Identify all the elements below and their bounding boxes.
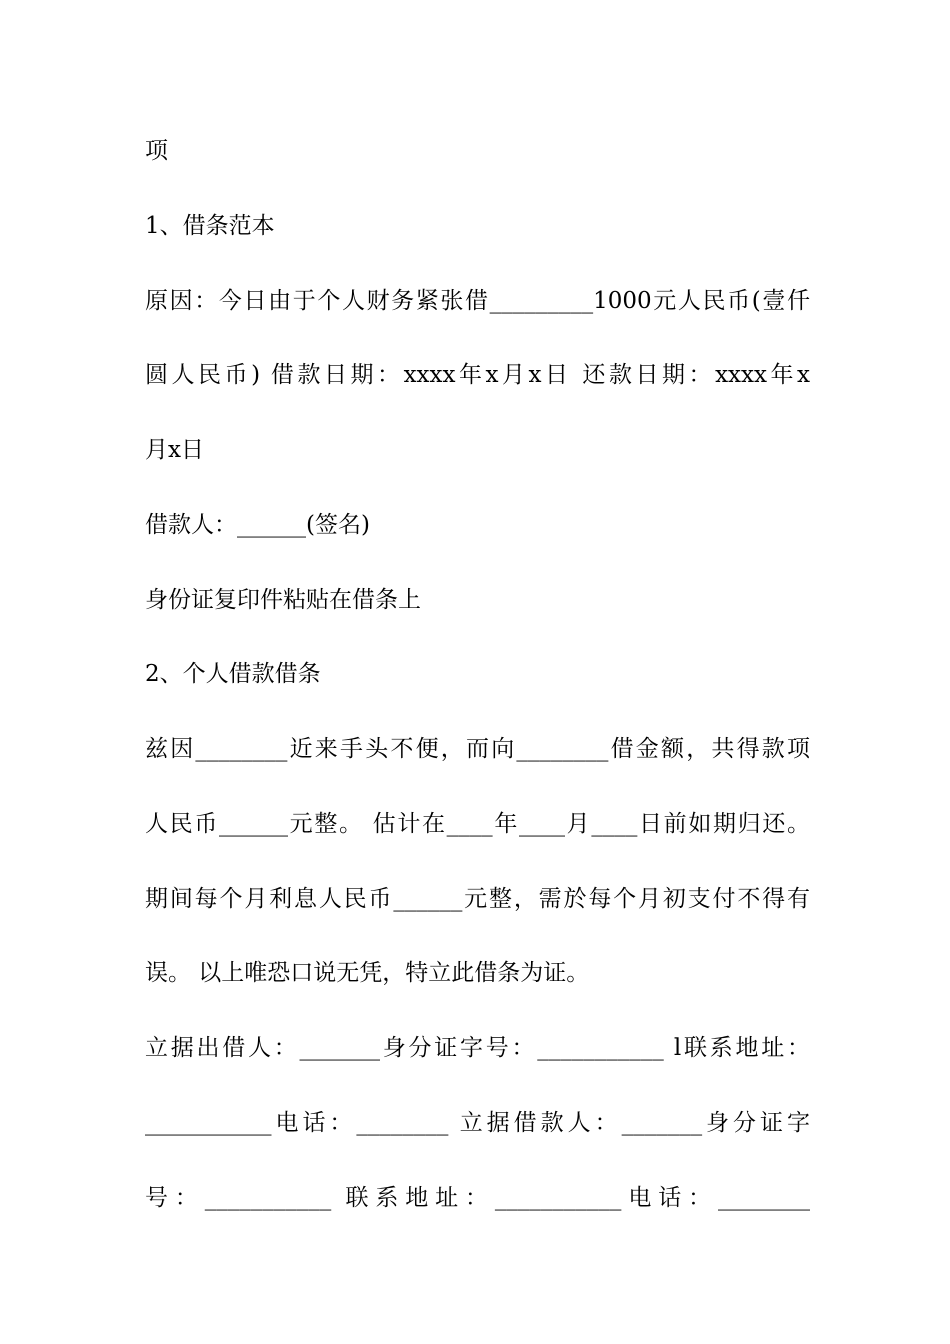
text-line-id-copy-note: 身份证复印件粘贴在借条上 bbox=[145, 587, 421, 613]
heading-loan-note-template: 1、借条范本 bbox=[145, 213, 275, 239]
text-line-proof-statement: 误。 以上唯恐口说无凭，特立此借条为证。 bbox=[145, 960, 590, 986]
text-line-dates: 圆人民币) 借款日期：xxxx年x月x日 还款日期：xxxx年x bbox=[145, 362, 810, 388]
text-line-loan-reason: 兹因________近来手头不便，而向________借金额，共得款项 bbox=[145, 736, 810, 762]
text-line-date-end: 月x日 bbox=[145, 437, 204, 463]
text-line-reason: 原因：今日由于个人财务紧张借_________1000元人民币(壹仟 bbox=[145, 288, 810, 314]
text-line-lender-phone-borrower: ___________电话：________ 立据借款人：_______身分证字 bbox=[145, 1110, 810, 1136]
text-line-amount-repayment: 人民币______元整。 估计在____年____月____日前如期归还。 bbox=[145, 811, 810, 837]
text-line-section-end: 项 bbox=[145, 138, 168, 164]
text-line-borrower-signature: 借款人：______(签名) bbox=[145, 512, 370, 538]
heading-personal-loan-note: 2、个人借款借条 bbox=[145, 661, 321, 687]
text-line-borrower-contact: 号：___________ 联系地址：___________电话：________ bbox=[145, 1185, 810, 1211]
text-line-lender-info: 立据出借人：_______身分证字号：___________ l联系地址： bbox=[145, 1035, 810, 1061]
text-line-interest: 期间每个月利息人民币______元整，需於每个月初支付不得有 bbox=[145, 886, 810, 912]
